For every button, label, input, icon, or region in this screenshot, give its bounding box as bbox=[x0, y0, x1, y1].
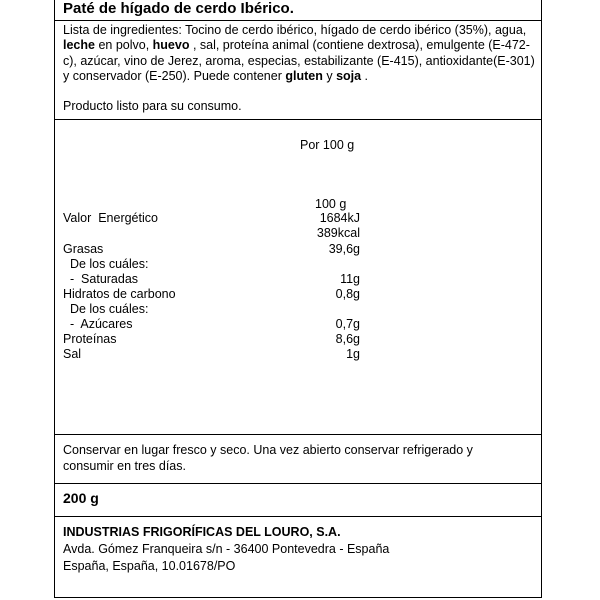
allergen-text: soja bbox=[336, 68, 362, 83]
ingredients-list bbox=[63, 23, 538, 84]
ingredient-text: Lista de ingredientes: Tocino de cerdo ibérico, hígado de cerdo ibérico (35%), agua, bbox=[63, 23, 527, 37]
ingredient-text: en polvo, bbox=[94, 38, 153, 53]
ready-note: Producto listo para su consumo. bbox=[63, 99, 242, 113]
nutrition-row-label: Grasas bbox=[63, 242, 104, 256]
divider bbox=[54, 119, 542, 120]
nutrition-row-value: 39,6g bbox=[328, 242, 360, 256]
nutrition-header: Por 100 g bbox=[300, 138, 355, 152]
nutrition-row-label: - Saturadas bbox=[63, 272, 139, 286]
divider bbox=[54, 434, 542, 435]
ingredient-text: , sal, proteína animal (contiene dextrosa), emulgente (E-472-c), azúcar, vino de Jerez, aroma, especias, estabilizante (E-415), antioxidante(E-301) y conservador (E-250). Puede contener bbox=[63, 38, 535, 83]
ingredient-text: y bbox=[322, 68, 337, 83]
nutrition-row-label: De los cuáles: bbox=[63, 257, 149, 271]
nutrition-row-value: 11g bbox=[340, 272, 360, 286]
company-registry: España, España, 10.01678/PO bbox=[63, 559, 236, 573]
divider bbox=[54, 516, 542, 517]
nutrition-row-value: 0,7g bbox=[335, 317, 360, 331]
net-weight: 200 g bbox=[63, 490, 99, 506]
nutrition-row-value: 0,8g bbox=[335, 287, 360, 301]
nutrition-row-label: Hidratos de carbono bbox=[63, 287, 176, 301]
nutrition-row-label: De los cuáles: bbox=[63, 302, 149, 316]
ingredient-text: . bbox=[361, 68, 369, 83]
storage-line-2: consumir en tres días. bbox=[63, 459, 186, 473]
allergen-text: leche bbox=[63, 38, 95, 53]
nutrition-row-label: - Azúcares bbox=[63, 317, 133, 331]
allergen-text: gluten bbox=[285, 68, 323, 83]
divider bbox=[54, 20, 542, 21]
nutrition-row-label: Sal bbox=[63, 347, 82, 361]
nutrition-row-value: 1g bbox=[346, 347, 360, 361]
nutrition-column-label: 100 g bbox=[315, 197, 347, 211]
nutrition-row-label: Valor Energético bbox=[63, 211, 158, 225]
nutrition-row-label: Proteínas bbox=[63, 332, 117, 346]
product-title: Paté de hígado de cerdo Ibérico. bbox=[63, 0, 294, 17]
divider bbox=[54, 483, 542, 484]
storage-line-1: Conservar en lugar fresco y seco. Una vez abierto conservar refrigerado y bbox=[63, 443, 473, 457]
company-name: INDUSTRIAS FRIGORÍFICAS DEL LOURO, S.A. bbox=[63, 525, 341, 539]
allergen-text: huevo bbox=[152, 38, 190, 53]
nutrition-row-value: 8,6g bbox=[335, 332, 360, 346]
nutrition-row-value: 1684kJ bbox=[319, 211, 360, 225]
company-address: Avda. Gómez Franqueira s/n - 36400 Pontevedra - España bbox=[63, 542, 390, 556]
nutrition-row-value: 389kcal bbox=[316, 226, 360, 240]
